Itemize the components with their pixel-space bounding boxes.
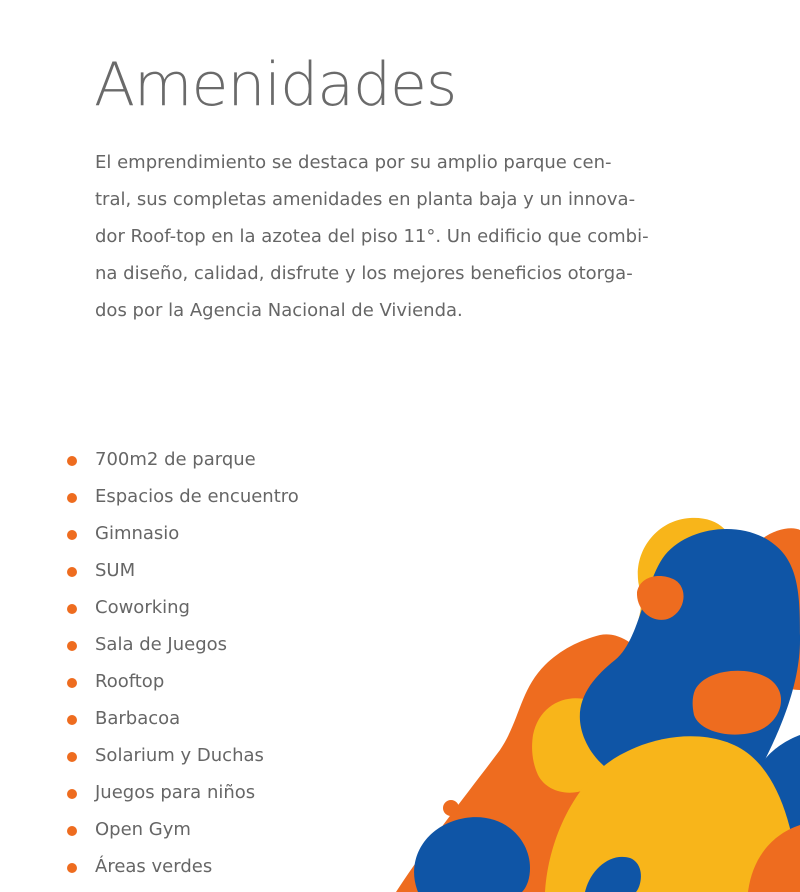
amenity-label: SUM (95, 560, 136, 581)
intro-line: dor Roof-top en la azotea del piso 11°. Un edificio que combi- (95, 226, 649, 247)
page-title: Amenidades (94, 50, 457, 120)
amenity-label: Solarium y Duchas (95, 745, 264, 766)
orange-dot (443, 800, 459, 816)
orange-blob (693, 671, 781, 735)
amenity-label: Sala de Juegos (95, 634, 228, 655)
amenity-label: Rooftop (95, 671, 165, 692)
amenity-label: Barbacoa (95, 708, 181, 729)
amenity-label: 700m2 de parque (95, 449, 256, 470)
amenity-label: Coworking (95, 597, 190, 618)
intro-line: El emprendimiento se destaca por su amplio parque cen- (95, 152, 612, 173)
amenity-label: Áreas verdes (95, 856, 213, 877)
amenity-label: Espacios de encuentro (95, 486, 299, 507)
intro-line: na diseño, calidad, disfrute y los mejores beneficios otorga- (95, 263, 633, 284)
intro-line: dos por la Agencia Nacional de Vivienda. (95, 300, 463, 321)
amenity-label: Gimnasio (95, 523, 180, 544)
amenity-label: Open Gym (95, 819, 191, 840)
amenity-label: Juegos para niños (95, 782, 256, 803)
intro-line: tral, sus completas amenidades en planta baja y un innova- (95, 189, 636, 210)
